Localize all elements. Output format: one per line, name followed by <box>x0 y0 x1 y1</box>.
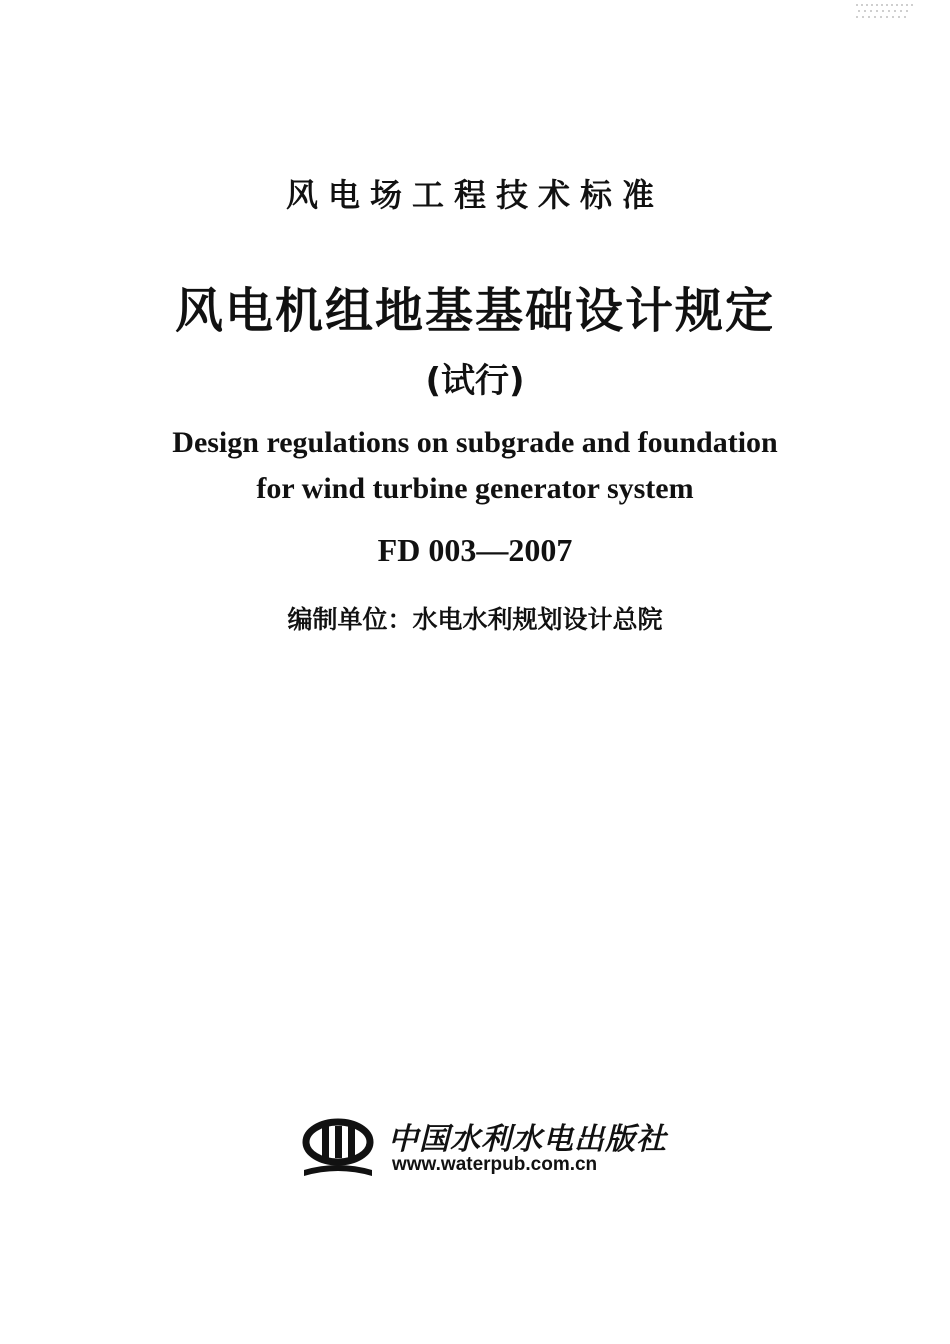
publisher-block <box>292 1108 672 1188</box>
series-title: 风电场工程技术标准 <box>285 176 664 214</box>
standard-code: FD 003—2007 <box>377 532 573 568</box>
trial-label: (试行) <box>425 361 525 401</box>
english-title-line-1: Design regulations on subgrade and foundation <box>172 426 778 459</box>
publisher-name: 中国水利水电出版社 <box>388 1122 667 1157</box>
document-title: 风电机组地基基础设计规定 <box>174 283 775 339</box>
publisher-url: www.waterpub.com.cn <box>392 1154 598 1175</box>
corner-scan-mark <box>852 0 924 24</box>
english-title-line-2: for wind turbine generator system <box>256 472 694 505</box>
compiling-organization: 编制单位：水电水利规划设计总院 <box>287 605 663 634</box>
publisher-logo-icon <box>298 1116 378 1180</box>
english-title <box>0 420 950 512</box>
